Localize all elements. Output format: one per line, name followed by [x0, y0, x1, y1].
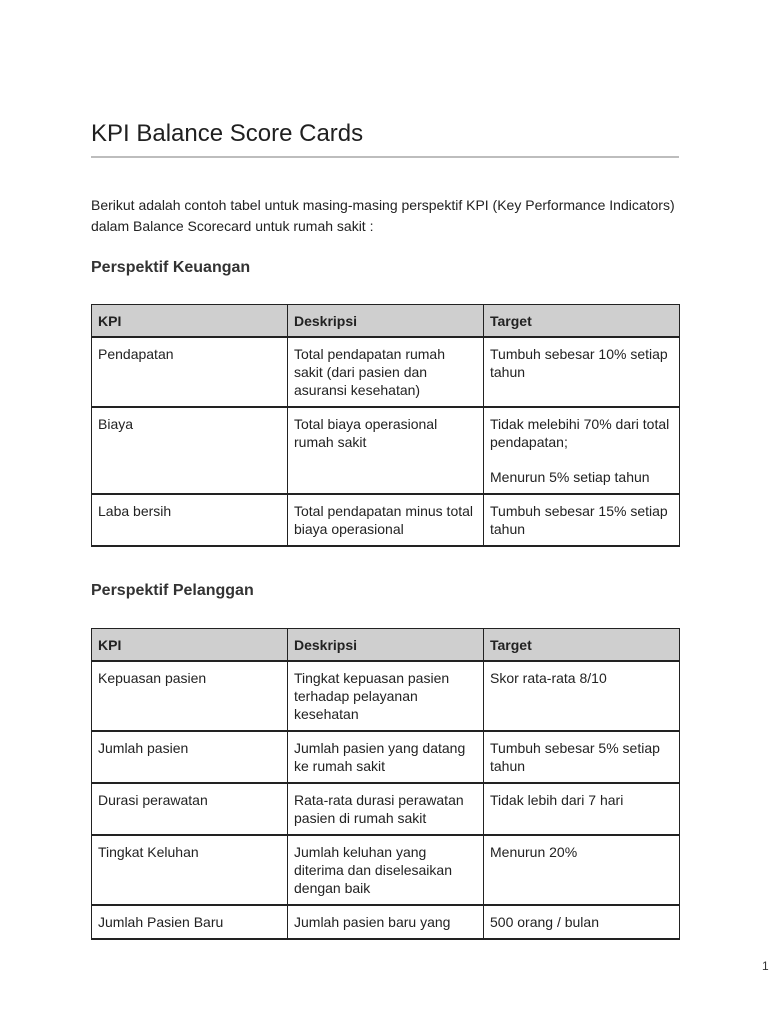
cell-target — [484, 494, 680, 546]
cell-target — [484, 407, 680, 494]
column-header-target: Target — [484, 305, 680, 338]
column-header-kpi: KPI — [92, 629, 288, 662]
table-row — [92, 337, 680, 407]
table-header-row — [92, 629, 680, 662]
cell-target — [484, 783, 680, 835]
cell-kpi: Durasi perawatan — [92, 783, 288, 835]
intro-paragraph: Berikut adalah contoh tabel untuk masing-masing perspektif KPI (Key Performance Indicators) dalam Balance Scorecard untuk rumah sakit : — [91, 197, 675, 234]
target-line: Tumbuh sebesar 15% setiap tahun — [490, 503, 668, 537]
column-header-deskripsi: Deskripsi — [288, 629, 484, 662]
target-line: 500 orang / bulan — [490, 914, 599, 930]
target-line: Tidak lebih dari 7 hari — [490, 792, 624, 808]
target-line: Tumbuh sebesar 10% setiap tahun — [490, 346, 668, 380]
title-divider — [91, 156, 679, 158]
cell-deskripsi: Jumlah pasien baru yang — [288, 905, 484, 939]
table-keuangan — [91, 304, 680, 547]
cell-deskripsi: Rata-rata durasi perawatan pasien di rumah sakit — [288, 783, 484, 835]
section-heading-keuangan: Perspektif Keuangan — [91, 259, 251, 276]
cell-target — [484, 835, 680, 905]
target-line: Tumbuh sebesar 5% setiap tahun — [490, 740, 660, 774]
cell-deskripsi: Total pendapatan minus total biaya operasional — [288, 494, 484, 546]
table-row — [92, 661, 680, 731]
paragraph-gap — [490, 451, 673, 468]
cell-kpi: Jumlah Pasien Baru — [92, 905, 288, 939]
cell-deskripsi: Total pendapatan rumah sakit (dari pasien dan asuransi kesehatan) — [288, 337, 484, 407]
table-row — [92, 905, 680, 939]
target-line: Tidak melebihi 70% dari total pendapatan; — [490, 416, 670, 450]
page-number: 1 — [762, 959, 769, 973]
column-header-target: Target — [484, 629, 680, 662]
table-row — [92, 731, 680, 783]
cell-deskripsi: Jumlah pasien yang datang ke rumah sakit — [288, 731, 484, 783]
cell-kpi: Jumlah pasien — [92, 731, 288, 783]
section-heading-pelanggan: Perspektif Pelanggan — [91, 582, 254, 599]
cell-deskripsi: Tingkat kepuasan pasien terhadap pelayanan kesehatan — [288, 661, 484, 731]
table-header-row — [92, 305, 680, 338]
cell-kpi: Kepuasan pasien — [92, 661, 288, 731]
column-header-deskripsi: Deskripsi — [288, 305, 484, 338]
cell-kpi: Laba bersih — [92, 494, 288, 546]
target-line: Menurun 20% — [490, 844, 578, 860]
cell-target — [484, 905, 680, 939]
table-row — [92, 835, 680, 905]
document-title: KPI Balance Score Cards — [91, 120, 364, 147]
cell-deskripsi: Total biaya operasional rumah sakit — [288, 407, 484, 494]
cell-kpi: Pendapatan — [92, 337, 288, 407]
cell-kpi: Biaya — [92, 407, 288, 494]
table-pelanggan — [91, 628, 680, 940]
table-row — [92, 494, 680, 546]
target-line: Menurun 5% setiap tahun — [490, 469, 650, 485]
cell-target — [484, 661, 680, 731]
cell-deskripsi: Jumlah keluhan yang diterima dan diselesaikan dengan baik — [288, 835, 484, 905]
cell-kpi: Tingkat Keluhan — [92, 835, 288, 905]
table-row — [92, 407, 680, 494]
cell-target — [484, 337, 680, 407]
target-line: Skor rata-rata 8/10 — [490, 670, 607, 686]
column-header-kpi: KPI — [92, 305, 288, 338]
table-row — [92, 783, 680, 835]
cell-target — [484, 731, 680, 783]
